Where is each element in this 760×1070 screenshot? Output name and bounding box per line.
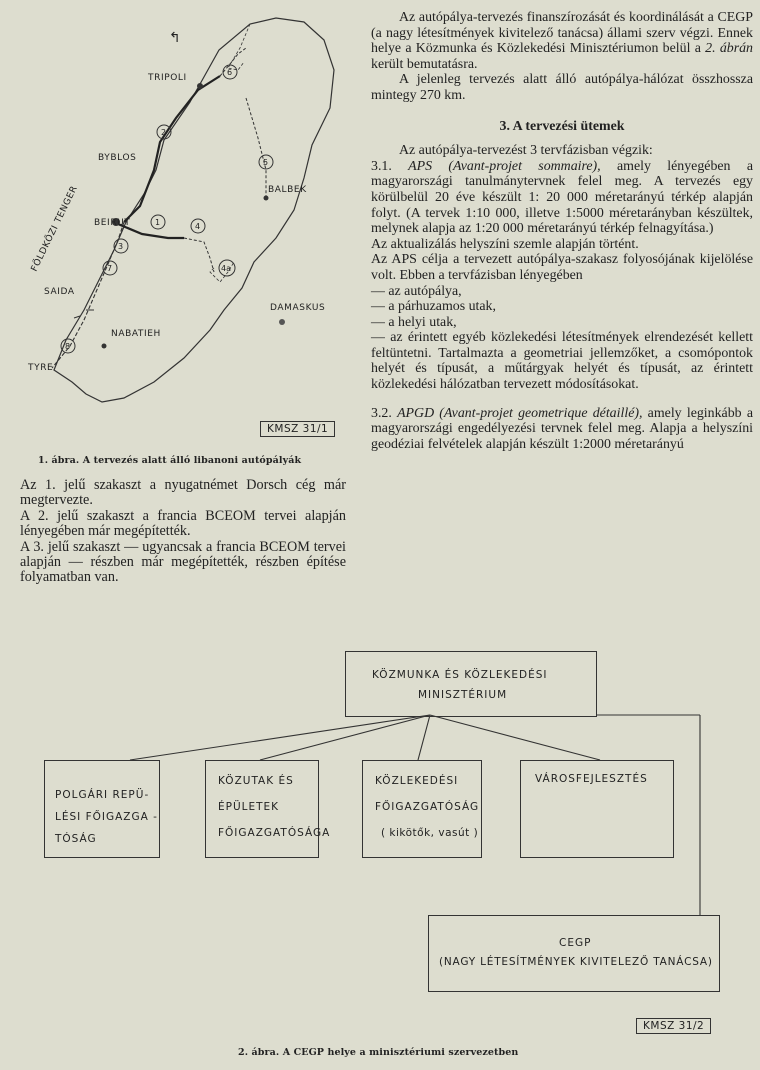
svg-text:1: 1 [155,218,161,227]
org-chart [0,640,760,1040]
paragraph: A 2. jelű szakaszt a francia BCEOM tervei alapján lényegében már megépítették. [20,507,346,540]
label-beirut: BEIRUT [94,218,131,228]
dash-item: — a párhuzamos utak, [371,299,496,315]
dash-item: — az érintett egyéb közlekedési létesítmények elrendezését kellett feltüntetni. Tartalmazta a geometriai jellemzőket, a csomópontok helyét és típusát, a műtárgyak helyét és típusát, az érintett közlekedési hálózatban tervezett módosításokat. [371,330,753,393]
paragraph: 3.1. APS (Avant-projet sommaire), amely lényegében a magyarországi tanulmánytervnek felel meg. A tervezés egy körülbelül 20 éve készült 1: 20 000 méretarányú térkép alapján folyt. (A tervek 1:10 000, illetve 1:5000 méretarányban készültek, melynek alapja az 1:20 000 méretarányú térkép felnagyítása.) [371,158,753,237]
svg-text:3: 3 [118,242,124,251]
dash-item: — a helyi utak, [371,314,457,330]
paragraph: A 3. jelű szakaszt — ugyancsak a francia BCEOM tervei alapján — részben már megépítették, részben építése folyamatban van. [20,538,346,586]
left-column-text [20,478,346,586]
figure1-caption: 1. ábra. A tervezés alatt álló libanoni autópályák [38,455,302,466]
svg-text:6: 6 [227,68,233,77]
ministry-box [345,651,597,717]
svg-text:4a: 4a [221,264,231,273]
label-balbek: BALBEK [268,185,307,195]
svg-text:7: 7 [107,264,113,273]
figure2-stamp: KMSZ 31/2 [636,1018,711,1034]
paragraph: 3.2. APGD (Avant-projet geometrique détaillé), amely leginkább a magyarországi engedélyezési tervnek felel meg. Alapja a helyszíni geodéziai felvételek alapján készült 1:2000 méretarányú [371,405,753,452]
paragraph: Az APS célja a tervezett autópálya-szakasz folyosójának kijelölése volt. Ebben a tervfázisban lényegében [371,252,753,283]
paragraph: Az aktualizálás helyszíni szemle alapján történt. [371,236,639,252]
label-tripoli: TRIPOLI [148,73,187,83]
section-heading: 3. A tervezési ütemek [499,118,625,134]
civil-aviation-box: POLGÁRI REPÜ- LÉSI FŐIGAZGA - TÓSÁG [44,760,160,858]
label-byblos: BYBLOS [98,153,137,163]
label-saida: SAIDA [44,287,75,297]
dash-item: — az autópálya, [371,283,462,299]
lebanon-motorway-map [14,10,344,450]
cegp-box: CEGP (NAGY LÉTESÍTMÉNYEK KIVITELEZŐ TANÁCSA) [428,915,720,992]
transport-box: KÖZLEKEDÉSI FŐIGAZGATÓSÁG ( kikötők, vasút ) [362,760,482,858]
right-column-text [371,10,753,452]
svg-text:5: 5 [263,158,269,167]
paragraph: Az autópálya-tervezés finanszírozását és koordinálását a CEGP (a nagy létesítmények kivitelező tanácsa) állami szerv végzi. Ennek helye a Közmunka és Közlekedési Minisztériumon belül a 2. ábrán került bemutatásra. [371,10,754,72]
north-arrow-icon: ↰ [169,30,182,46]
roads-buildings-box: KÖZUTAK ÉS ÉPÜLETEK FŐIGAZGATÓSÁGA [205,760,319,858]
ministry-line2: MINISZTÉRIUM [418,689,508,701]
label-tyre: TYRE [28,363,54,373]
figure2-caption: 2. ábra. A CEGP helye a minisztériumi szervezetben [238,1047,519,1058]
ministry-line1: KÖZMUNKA ÉS KÖZLEKEDÉSI [372,669,548,681]
svg-text:2: 2 [161,128,167,137]
paragraph: Az 1. jelű szakaszt a nyugatnémet Dorsch cég már megtervezte. [20,477,346,509]
label-damaskus: DAMASKUS [270,303,326,313]
svg-text:4: 4 [195,222,201,231]
svg-text:8: 8 [65,342,71,351]
urban-development-box: VÁROSFEJLESZTÉS [520,760,674,858]
paragraph: Az autópálya-tervezést 3 tervfázisban végzik: [399,143,653,159]
label-nabatieh: NABATIEH [111,329,161,339]
figure1-stamp: KMSZ 31/1 [260,421,335,437]
paragraph: A jelenleg tervezés alatt álló autópálya-hálózat összhossza mintegy 270 km. [371,72,753,103]
label-sea: FÖLDKÖZI TENGER [29,184,80,274]
